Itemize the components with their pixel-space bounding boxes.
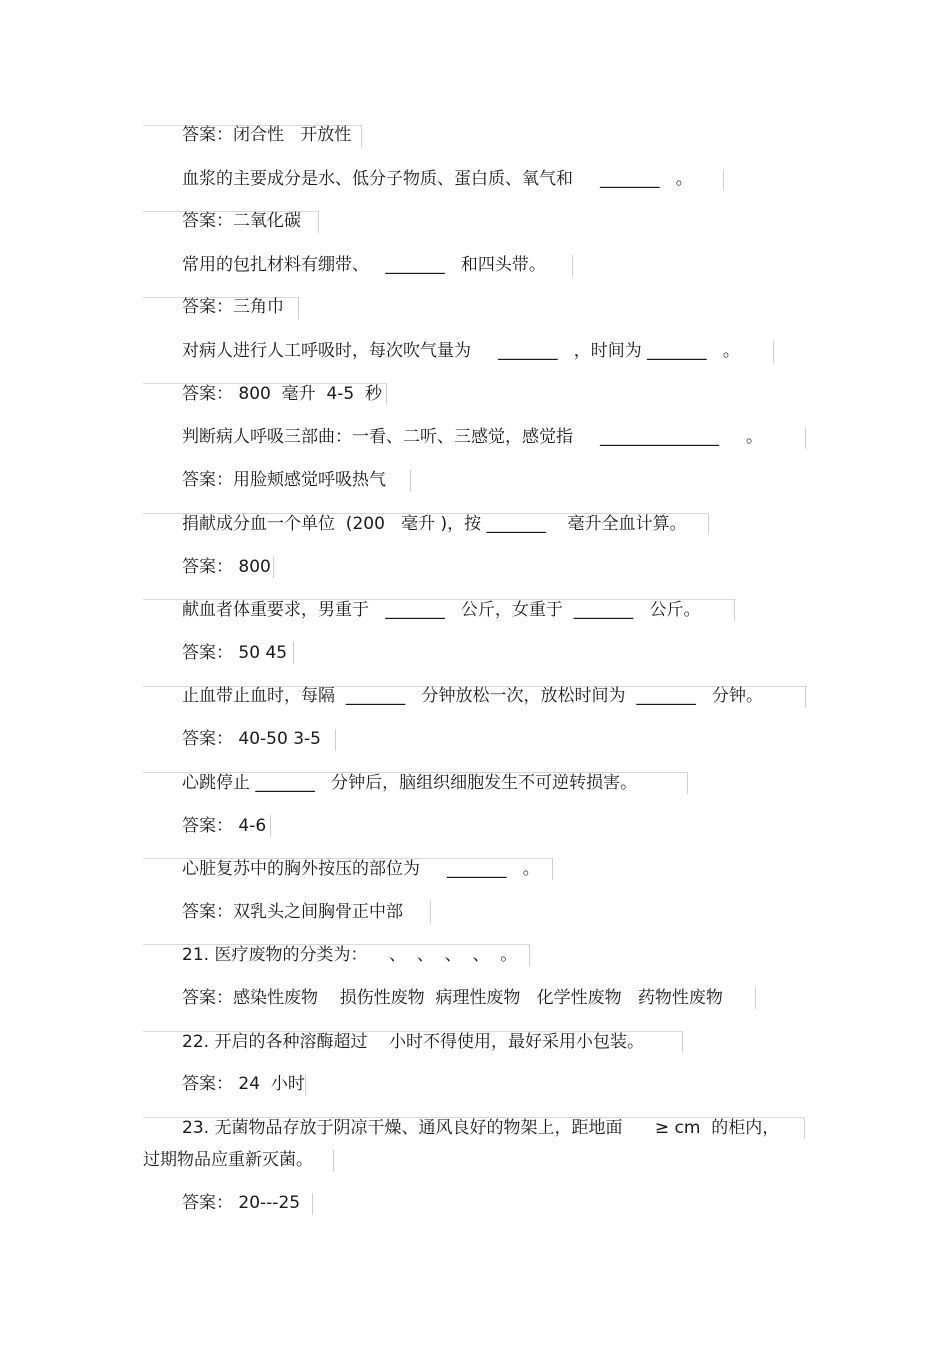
answer-line: 答案：感染性废物 损伤性废物 病理性废物 化学性废物 药物性废物 [182, 988, 723, 1008]
block-rule [723, 169, 724, 191]
block-rule [386, 383, 387, 405]
question-line: 常用的包扎材料有绷带、 _______ 和四头带。 [182, 255, 546, 275]
block-rule [361, 125, 362, 147]
question-line: 心脏复苏中的胸外按压的部位为 _______ 。 [182, 859, 540, 879]
answer-line: 答案： 24 小时 [182, 1074, 305, 1094]
answer-line: 答案：用脸颊感觉呼吸热气 [182, 470, 386, 490]
question-line: 22. 开启的各种溶酶超过 小时不得使用，最好采用小包装。 [182, 1032, 645, 1052]
answer-line: 答案： 800 [182, 557, 271, 577]
block-rule [734, 599, 735, 621]
answer-line: 答案：闭合性 开放性 [182, 125, 352, 145]
block-rule [572, 255, 573, 277]
question-line: 21. 医疗废物的分类为： 、 、 、 、 。 [182, 945, 518, 965]
question-line: 血浆的主要成分是水、低分子物质、蛋白质、氧气和 _______ 。 [182, 169, 693, 189]
block-rule [529, 944, 530, 966]
block-rule [755, 987, 756, 1009]
block-rule [552, 858, 553, 880]
answer-line: 答案： 40-50 3-5 [182, 729, 321, 749]
block-rule [708, 513, 709, 535]
block-rule [410, 470, 411, 492]
question-line: 献血者体重要求，男重于 _______ 公斤，女重于 _______ 公斤。 [182, 600, 701, 620]
answer-line: 答案： 20---25 [182, 1193, 301, 1213]
question-line: 止血带止血时，每隔 _______ 分钟放松一次，放松时间为 _______ 分钟。 [182, 686, 764, 706]
answer-line: 答案： 50 45 [182, 643, 288, 663]
block-rule [335, 729, 336, 751]
question-line: 对病人进行人工呼吸时，每次吹气量为 _______ ，时间为 _______ 。 [182, 341, 740, 361]
block-rule [318, 211, 319, 233]
answer-line: 答案： 4-6 [182, 816, 267, 836]
answer-line: 答案：双乳头之间胸骨正中部 [182, 902, 403, 922]
answer-line: 答案： 800 毫升 4-5 秒 [182, 384, 383, 404]
block-rule [687, 772, 688, 794]
block-rule [805, 686, 806, 708]
answer-line: 答案：三角巾 [182, 297, 284, 317]
block-rule [773, 341, 774, 363]
block-rule [312, 1193, 313, 1215]
question-line-continued: 过期物品应重新灭菌。 [143, 1150, 313, 1170]
question-line: 23. 无菌物品存放于阴凉干燥、通风良好的物架上，距地面 ≥ cm 的柜内， [182, 1118, 780, 1138]
block-rule [805, 427, 806, 449]
block-rule [430, 901, 431, 923]
block-rule [273, 556, 274, 578]
answer-line: 答案：二氧化碳 [182, 211, 301, 231]
block-rule [293, 642, 294, 664]
block-rule [270, 815, 271, 837]
block-rule [682, 1031, 683, 1053]
block-rule [804, 1117, 805, 1139]
question-line: 判断病人呼吸三部曲：一看、二听、三感觉，感觉指 ______________ 。 [182, 427, 764, 447]
question-line: 心跳停止 _______ 分钟后，脑组织细胞发生不可逆转损害。 [182, 773, 638, 793]
block-rule [298, 297, 299, 319]
block-rule [333, 1150, 334, 1172]
block-rule [305, 1074, 306, 1096]
question-line: 捐献成分血一个单位 (200 毫升 )，按 _______ 毫升全血计算。 [182, 514, 687, 534]
